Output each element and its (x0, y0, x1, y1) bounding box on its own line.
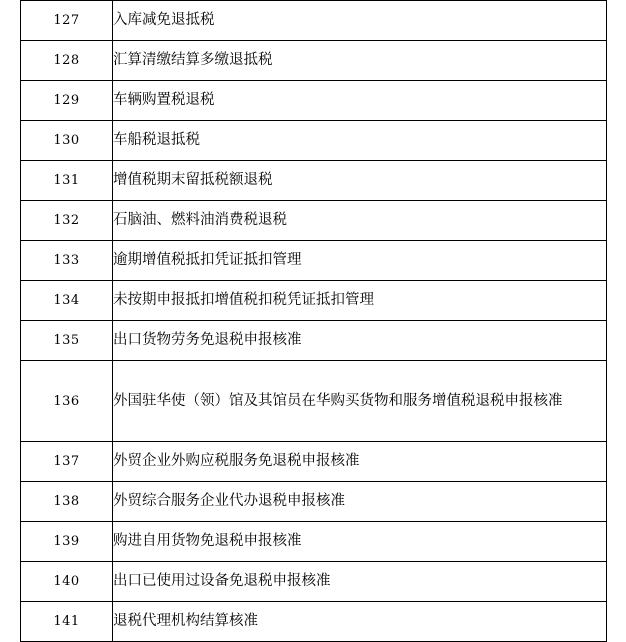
row-number-cell: 131 (21, 161, 113, 201)
table-row (21, 482, 607, 522)
row-number-cell: 139 (21, 522, 113, 562)
row-item-name-cell: 石脑油、燃料油消费税退税 (113, 201, 607, 241)
table-row (21, 161, 607, 201)
row-number-cell: 129 (21, 81, 113, 121)
row-item-name-cell: 出口已使用过设备免退税申报核准 (113, 562, 607, 602)
row-number-cell: 136 (21, 361, 113, 442)
table-row (21, 522, 607, 562)
row-number-cell: 133 (21, 241, 113, 281)
table-row (21, 121, 607, 161)
row-number-cell: 141 (21, 602, 113, 642)
row-number-cell: 134 (21, 281, 113, 321)
tax-items-table (20, 0, 607, 642)
table-row (21, 361, 607, 442)
row-item-name-cell: 外国驻华使（领）馆及其馆员在华购买货物和服务增值税退税申报核准 (113, 361, 607, 442)
row-item-name-cell: 未按期申报抵扣增值税扣税凭证抵扣管理 (113, 281, 607, 321)
row-item-name-cell: 外贸企业外购应税服务免退税申报核准 (113, 442, 607, 482)
row-item-name-cell: 入库减免退抵税 (113, 1, 607, 41)
table-row (21, 201, 607, 241)
row-item-name-cell: 购进自用货物免退税申报核准 (113, 522, 607, 562)
row-item-name-cell: 出口货物劳务免退税申报核准 (113, 321, 607, 361)
row-item-name-cell: 增值税期末留抵税额退税 (113, 161, 607, 201)
table-row (21, 281, 607, 321)
row-number-cell: 138 (21, 482, 113, 522)
table-row (21, 241, 607, 281)
row-number-cell: 132 (21, 201, 113, 241)
table-row (21, 1, 607, 41)
table-row (21, 41, 607, 81)
row-item-name-cell: 逾期增值税抵扣凭证抵扣管理 (113, 241, 607, 281)
table-body (21, 1, 607, 642)
table-row (21, 442, 607, 482)
row-item-name-cell: 车辆购置税退税 (113, 81, 607, 121)
table-row (21, 81, 607, 121)
row-item-name-cell: 汇算清缴结算多缴退抵税 (113, 41, 607, 81)
row-number-cell: 128 (21, 41, 113, 81)
row-number-cell: 130 (21, 121, 113, 161)
table-row (21, 602, 607, 642)
row-number-cell: 135 (21, 321, 113, 361)
row-item-name-cell: 外贸综合服务企业代办退税申报核准 (113, 482, 607, 522)
table-row (21, 562, 607, 602)
row-number-cell: 140 (21, 562, 113, 602)
row-number-cell: 127 (21, 1, 113, 41)
table-row (21, 321, 607, 361)
row-item-name-cell: 退税代理机构结算核准 (113, 602, 607, 642)
row-item-name-cell: 车船税退抵税 (113, 121, 607, 161)
row-number-cell: 137 (21, 442, 113, 482)
